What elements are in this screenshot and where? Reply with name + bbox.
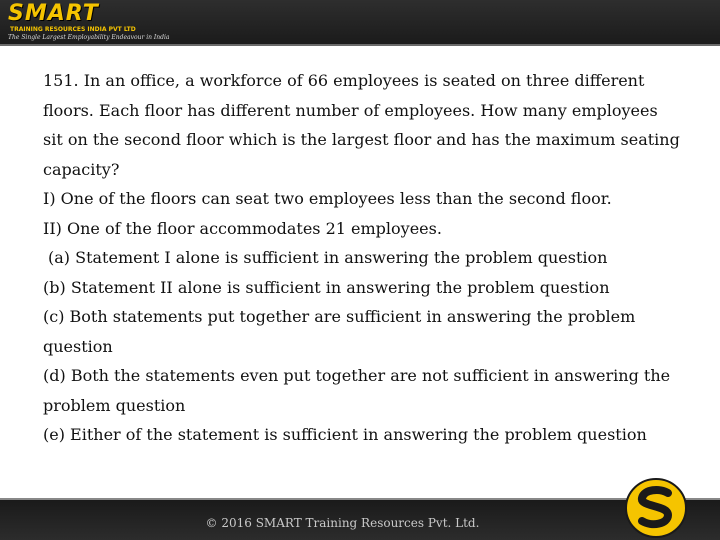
option-c-line-2: question: [43, 336, 113, 356]
option-a: (a) Statement I alone is sufficient in answering the problem question: [48, 248, 608, 267]
statement-1: I) One of the floors can seat two employees less than the second floor.: [43, 189, 612, 208]
option-d-line-1: (d) Both the statements even put together are not sufficient in answering the: [43, 366, 671, 385]
header-divider: [0, 44, 720, 46]
brand-subtitle: TRAINING RESOURCES INDIA PVT LTD: [10, 26, 136, 33]
smart-s-logo-icon: [624, 477, 688, 539]
option-b: (b) Statement II alone is sufficient in answering the problem question: [43, 277, 610, 297]
statement-2: II) One of the floor accommodates 21 employees.: [43, 218, 442, 238]
question-body: [43, 66, 683, 450]
question-line-1: 151. In an office, a workforce of 66 employees is seated on three different: [43, 71, 645, 90]
header-bar: [0, 0, 720, 44]
question-line-4: capacity?: [43, 159, 120, 179]
question-line-2: floors. Each floor has different number of employees. How many employees: [43, 100, 658, 120]
option-e: (e) Either of the statement is sufficient in answering the problem question: [43, 425, 647, 444]
footer-copyright: © 2016 SMART Training Resources Pvt. Ltd.: [205, 516, 480, 530]
smart-logo: [8, 2, 169, 42]
brand-name: SMART: [8, 1, 99, 26]
brand-tagline: The Single Largest Employability Endeavour in India: [8, 34, 170, 41]
option-c-line-1: (c) Both statements put together are sufficient in answering the problem: [43, 307, 636, 326]
question-line-3: sit on the second floor which is the largest floor and has the maximum seating: [43, 130, 680, 149]
option-d-line-2: problem question: [43, 395, 186, 415]
